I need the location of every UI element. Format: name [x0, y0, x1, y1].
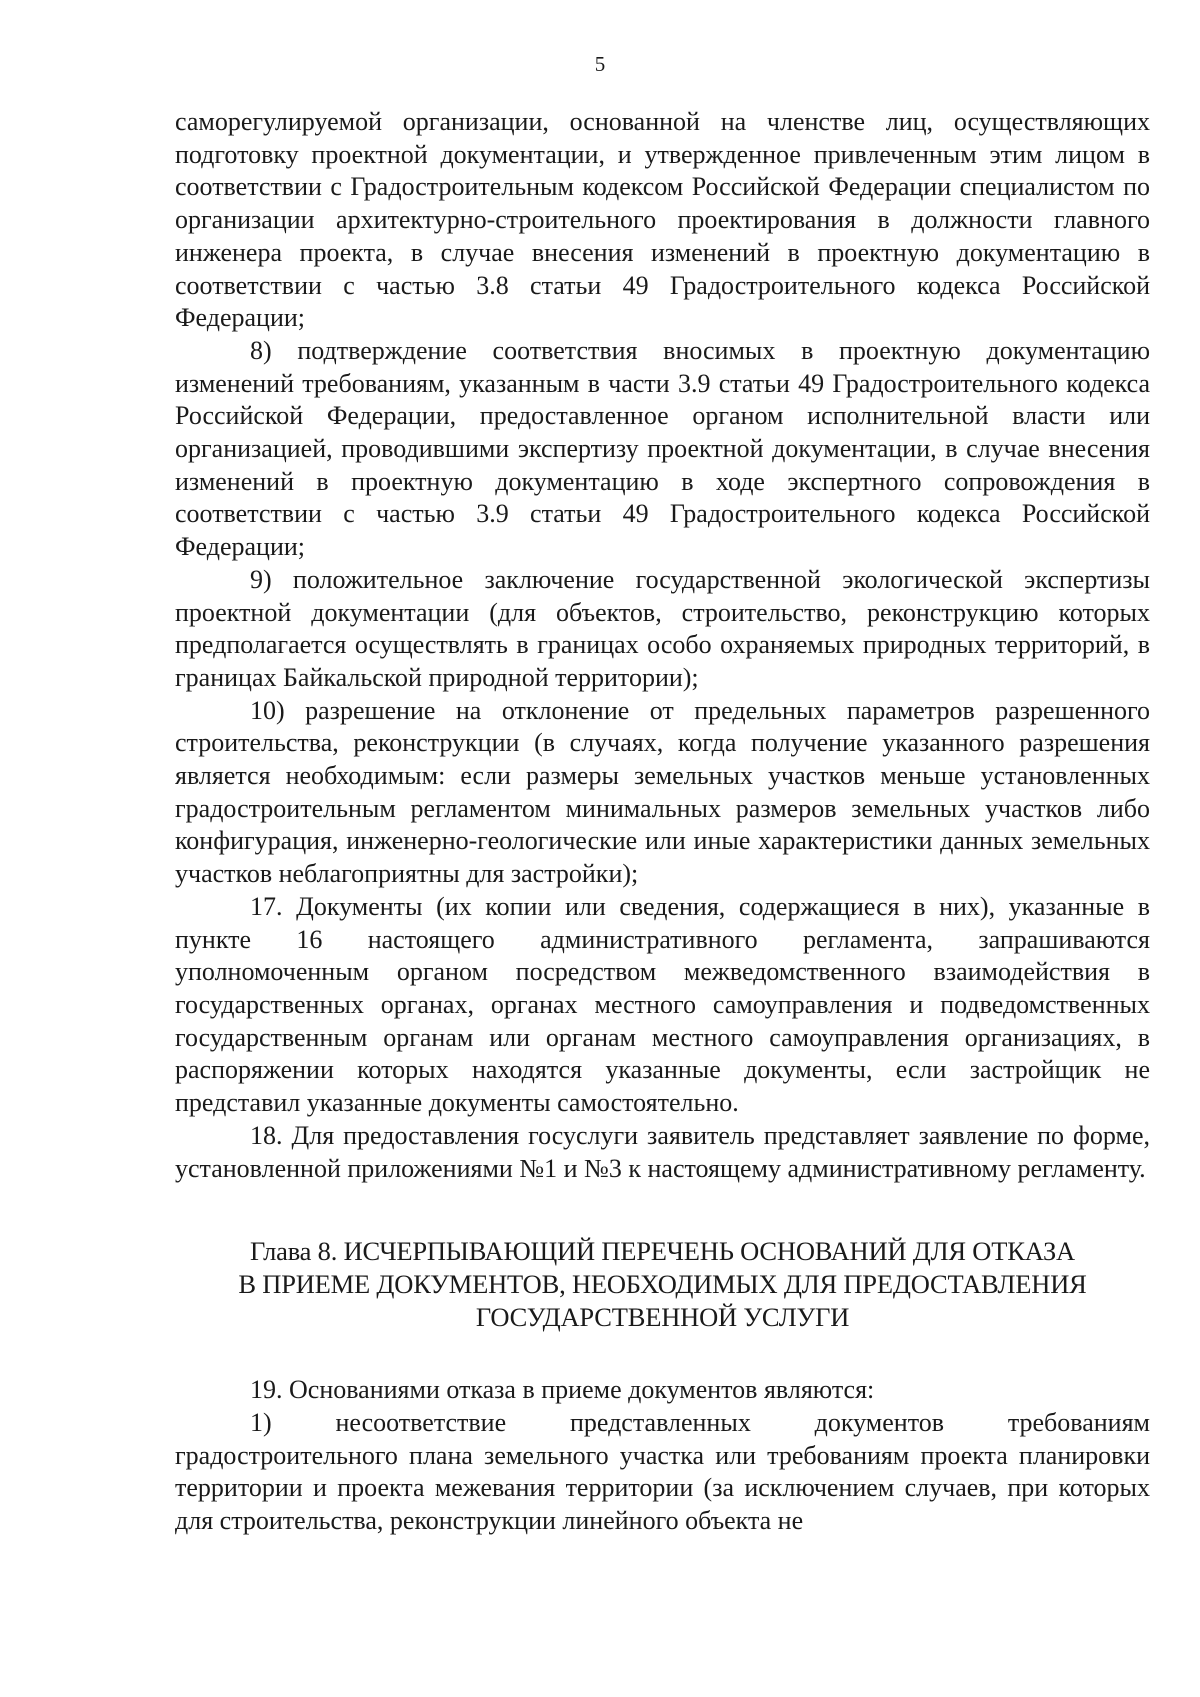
paragraph-item-10: 10) разрешение на отклонение от предельных параметров разрешенного строительства, реконструкции (в случаях, когда получение указанного разрешения является необходимым: если размеры земельных участков меньше установленных градостроительным регламентом минимальных размеров земельных участков либо конфигурация, инженерно-геологические или иные характеристики данных земельных участков неблагоприятны для застройки);	[175, 695, 1150, 889]
chapter-heading-line-2: В ПРИЕМЕ ДОКУМЕНТОВ, НЕОБХОДИМЫХ ДЛЯ ПРЕДОСТАВЛЕНИЯ	[238, 1269, 1087, 1300]
chapter-heading	[175, 1235, 1150, 1334]
paragraphs-before	[175, 106, 1150, 1185]
chapter-heading-line-1: Глава 8. ИСЧЕРПЫВАЮЩИЙ ПЕРЕЧЕНЬ ОСНОВАНИЙ ДЛЯ ОТКАЗА	[250, 1236, 1075, 1267]
paragraph-item-8: 8) подтверждение соответствия вносимых в проектную документацию изменений требованиям, указанным в части 3.9 статьи 49 Градостроительного кодекса Российской Федерации, предоставленное органом исполнительной власти или организацией, проводившими экспертизу проектной документации, в случае внесения изменений в проектную документацию в ходе экспертного сопровождения в соответствии с частью 3.9 статьи 49 Градостроительного кодекса Российской Федерации;	[175, 335, 1150, 562]
paragraph-item-1: 1) несоответствие представленных документов требованиям градостроительного плана земельного участка или требованиям проекта планировки территории и проекта межевания территории (за исключением случаев, при которых для строительства, реконструкции линейного объекта не	[175, 1407, 1150, 1536]
paragraph-item-9: 9) положительное заключение государственной экологической экспертизы проектной документации (для объектов, строительство, реконструкцию которых предполагается осуществлять в границах особо охраняемых природных территорий, в границах Байкальской природной территории);	[175, 564, 1150, 692]
paragraph-continuation: саморегулируемой организации, основанной на членстве лиц, осуществляющих подготовку проектной документации, и утвержденное привлеченным этим лицом в соответствии с Градостроительным кодексом Российской Федерации специалистом по организации архитектурно-строительного проектирования в должности главного инженера проекта, в случае внесения изменений в проектную документацию в соответствии с частью 3.8 статьи 49 Градостроительного кодекса Российской Федерации;	[175, 107, 1150, 333]
paragraph-clause-18: 18. Для предоставления госуслуги заявитель представляет заявление по форме, установленной приложениями №1 и №3 к настоящему административному регламенту.	[175, 1120, 1150, 1183]
paragraphs-after	[175, 1374, 1150, 1538]
paragraph-clause-17: 17. Документы (их копии или сведения, содержащиеся в них), указанные в пункте 16 настоящего административного регламента, запрашиваются уполномоченным органом посредством межведомственного взаимодействия в государственных органах, органах местного самоуправления и подведомственных государственным органам или органам местного самоуправления организациях, в распоряжении которых находятся указанные документы, если застройщик не представил указанные документы самостоятельно.	[175, 891, 1150, 1118]
chapter-heading-line-3: ГОСУДАРСТВЕННОЙ УСЛУГИ	[475, 1302, 850, 1333]
paragraph-clause-19: 19. Основаниями отказа в приеме документов являются:	[250, 1375, 875, 1405]
document-body	[175, 106, 1150, 1538]
page-number: 5	[594, 52, 606, 76]
